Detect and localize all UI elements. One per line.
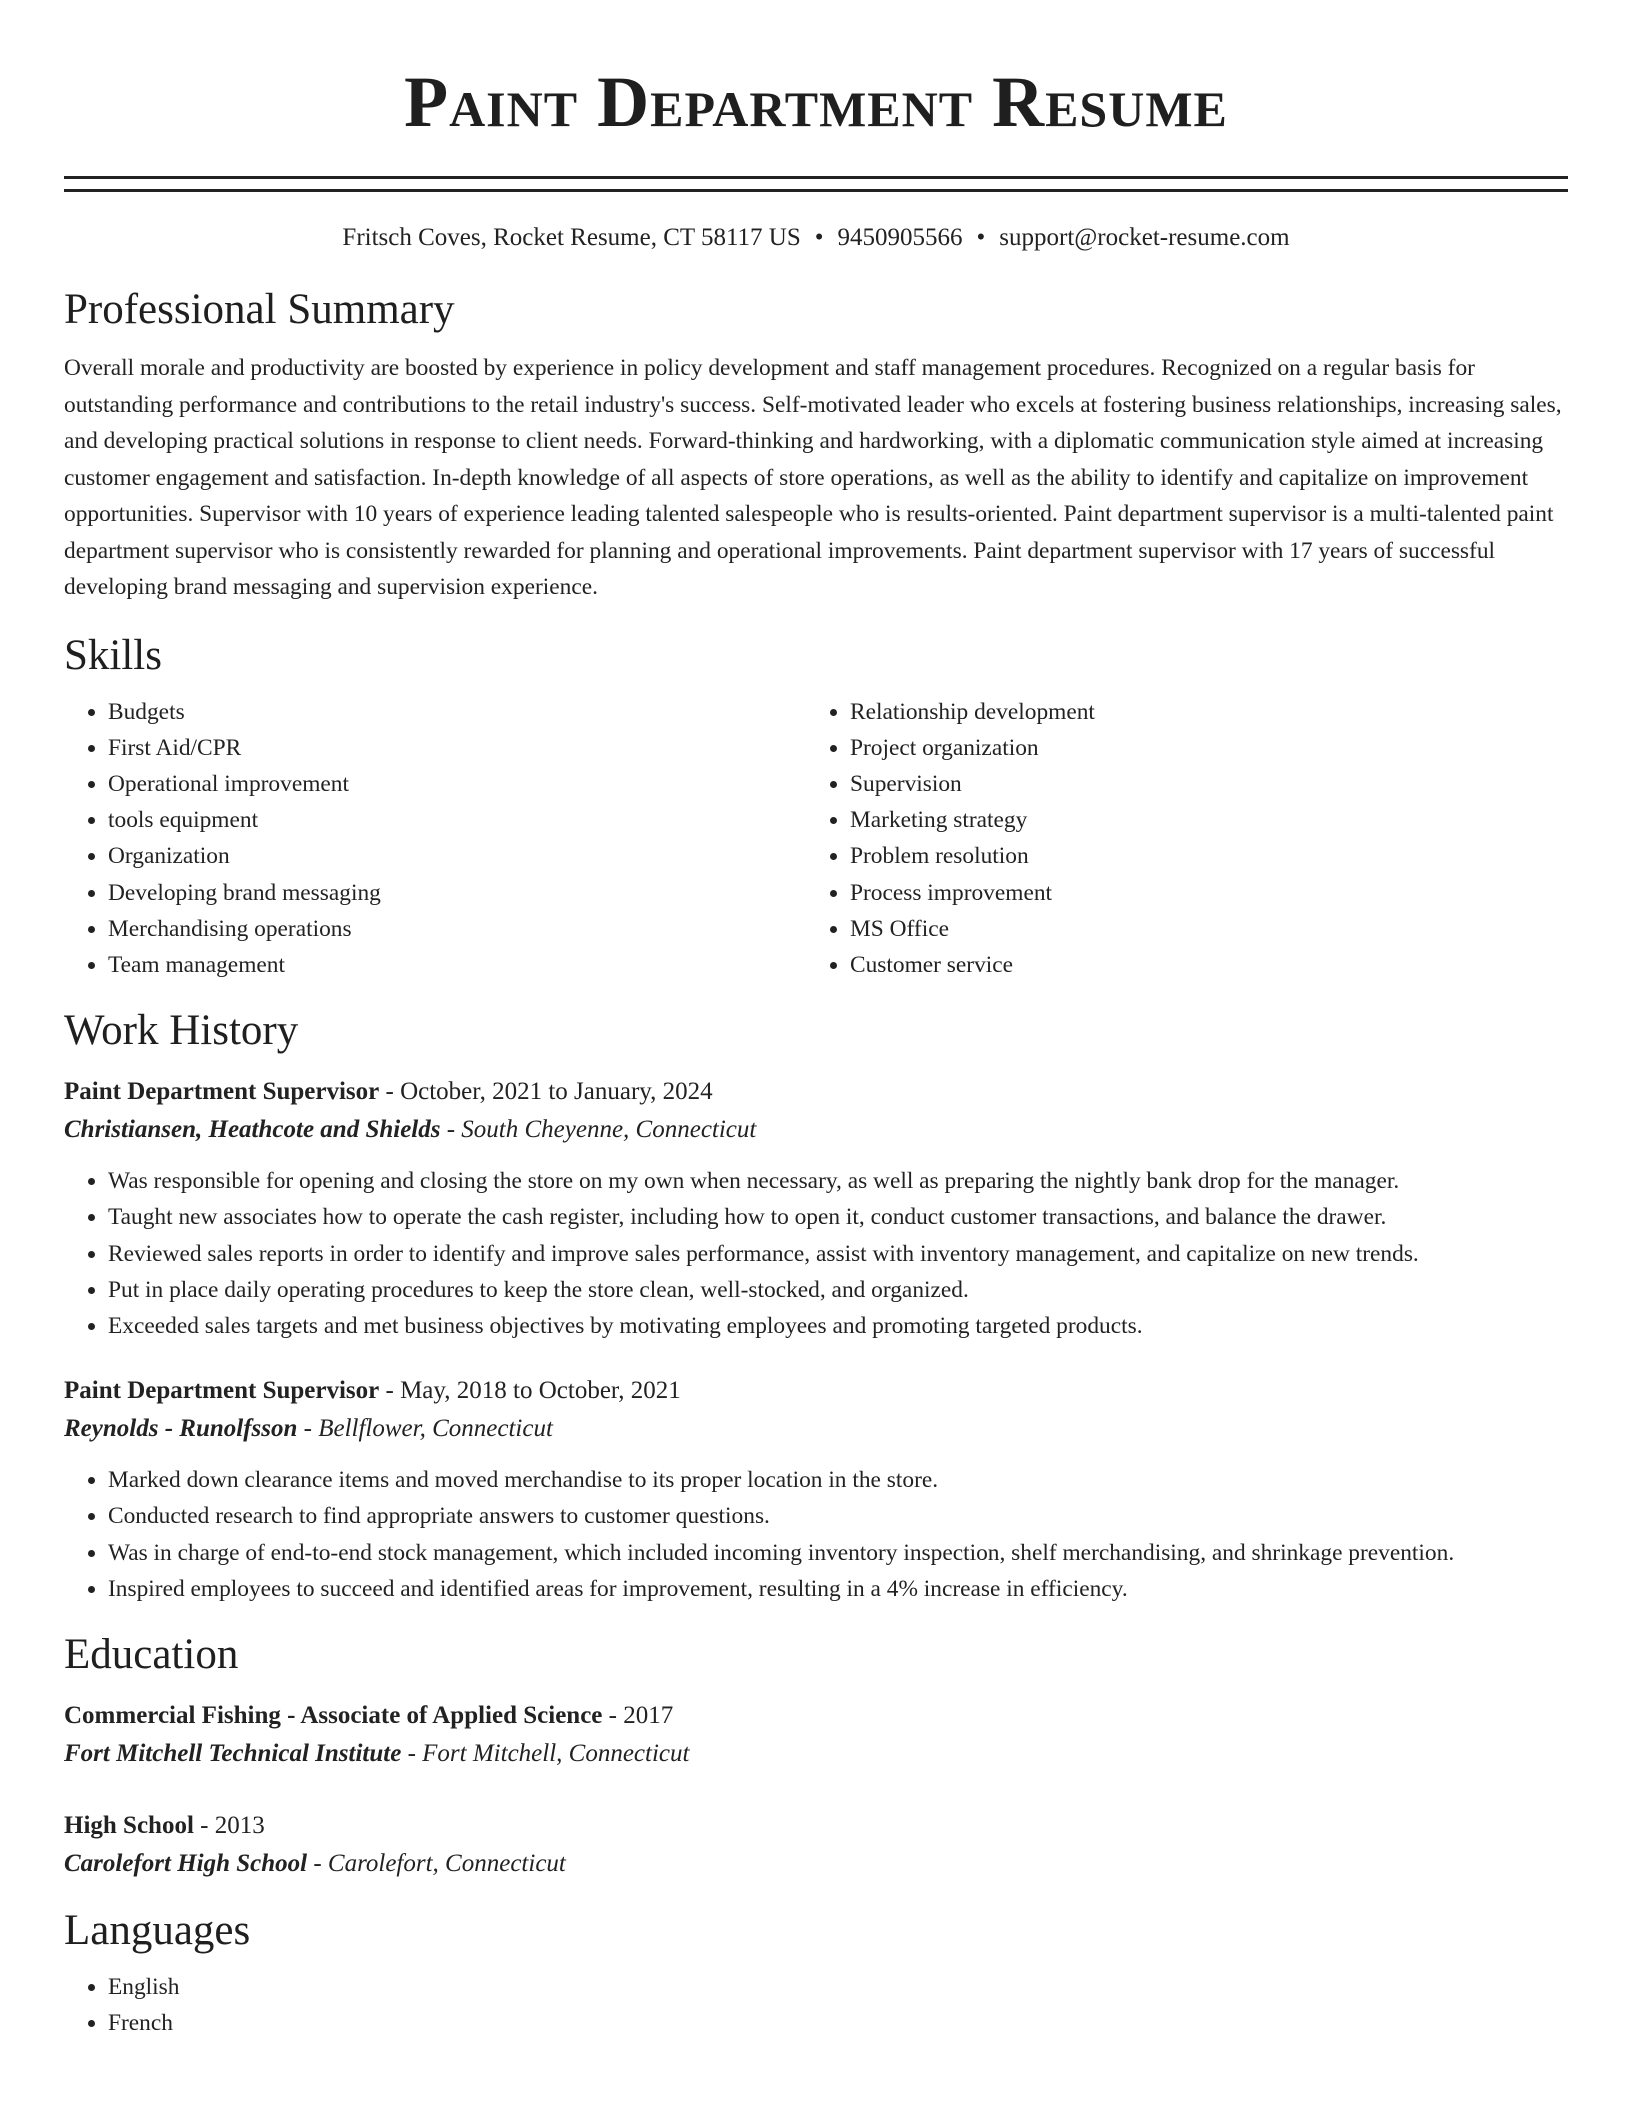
skills-column-left: [64, 694, 806, 984]
job-duty-item: • Marked down clearance items and moved merchandise to its proper location in the store.: [108, 1462, 1568, 1498]
education-year: - 2017: [602, 1701, 674, 1729]
education-year: - 2013: [193, 1811, 265, 1839]
job-duty-item: • Exceeded sales targets and met business objectives by motivating employees and promoting targeted products.: [108, 1308, 1568, 1344]
job-duty-item: • Inspired employees to succeed and identified areas for improvement, resulting in a 4% increase in efficiency.: [108, 1571, 1568, 1607]
skill-item: • Marketing strategy: [850, 802, 1548, 838]
job-entry: [64, 1073, 1568, 1344]
education-section: [64, 1625, 1568, 1883]
contact-separator: •: [976, 224, 986, 251]
skills-column-right: [806, 694, 1548, 984]
page-title: Paint Department Resume: [404, 62, 1228, 142]
job-company-line: [64, 1410, 1568, 1448]
education-degree-line: [64, 1807, 1568, 1845]
education-entry: [64, 1697, 1568, 1773]
education-location: - Fort Mitchell, Connecticut: [401, 1739, 690, 1767]
job-duties: [64, 1163, 1568, 1344]
education-school: Carolefort High School: [64, 1849, 308, 1877]
skills-grid: [64, 694, 1568, 984]
skills-section: [64, 626, 1568, 984]
skill-item: • Customer service: [850, 947, 1548, 983]
job-company: Christiansen, Heathcote and Shields: [64, 1116, 441, 1144]
skills-heading: Skills: [64, 631, 162, 679]
education-degree: High School: [64, 1811, 194, 1839]
job-header: [64, 1372, 1568, 1410]
skill-item: • Merchandising operations: [108, 911, 806, 947]
job-duty-item: • Taught new associates how to operate the cash register, including how to open it, conduct customer transactions, and balance the drawer.: [108, 1199, 1568, 1235]
language-item: • English: [108, 1969, 1568, 2005]
skill-item: • Supervision: [850, 766, 1548, 802]
skill-item: • Operational improvement: [108, 766, 806, 802]
skill-item: • Budgets: [108, 694, 806, 730]
contact-line: [64, 220, 1568, 256]
education-location: - Carolefort, Connecticut: [307, 1849, 566, 1877]
skill-item: • Organization: [108, 838, 806, 874]
skill-item: • Team management: [108, 947, 806, 983]
work-history-heading: Work History: [64, 1007, 299, 1055]
education-degree: Commercial Fishing - Associate of Applied Science: [64, 1701, 603, 1729]
skill-item: • Process improvement: [850, 875, 1548, 911]
summary-section: [64, 280, 1568, 606]
job-company: Reynolds - Runolfsson: [64, 1415, 298, 1443]
work-history-section: [64, 1001, 1568, 1607]
job-location: - Bellflower, Connecticut: [297, 1415, 553, 1443]
title-divider: [64, 176, 1568, 192]
skill-item: • MS Office: [850, 911, 1548, 947]
job-duty-item: • Put in place daily operating procedures to keep the store clean, well-stocked, and organized.: [108, 1272, 1568, 1308]
languages-heading: Languages: [64, 1906, 251, 1954]
job-company-line: [64, 1111, 1568, 1149]
education-school: Fort Mitchell Technical Institute: [64, 1739, 402, 1767]
job-duties: [64, 1462, 1568, 1607]
skills-list-left: [64, 694, 806, 984]
job-location: - South Cheyenne, Connecticut: [440, 1116, 757, 1144]
education-entry: [64, 1807, 1568, 1883]
contact-address: Fritsch Coves, Rocket Resume, CT 58117 US: [342, 224, 801, 251]
job-title: Paint Department Supervisor: [64, 1377, 380, 1405]
summary-text: Overall morale and productivity are boosted by experience in policy development and staff management procedures. Recognized on a regular basis for outstanding performance and contributions to the retail industry's success. Self-motivated leader who excels at fostering business relationships, increasing sales, and developing practical solutions in response to client needs. Forward-thinking and hardworking, with a diplomatic communication style aimed at increasing customer engagement and satisfaction. In-depth knowledge of all aspects of store operations, as well as the ability to identify and capitalize on improvement opportunities. Supervisor with 10 years of experience leading talented salespeople who is results-oriented. Paint department supervisor is a multi-talented paint department supervisor who is consistently rewarded for planning and operational improvements. Paint department supervisor with 17 years of successful developing brand messaging and supervision experience.: [64, 355, 1562, 600]
skill-item: • Project organization: [850, 730, 1548, 766]
education-degree-line: [64, 1697, 1568, 1735]
job-dates: - May, 2018 to October, 2021: [379, 1377, 681, 1405]
contact-separator: •: [814, 224, 824, 251]
job-duty-item: • Reviewed sales reports in order to identify and improve sales performance, assist with inventory management, and capitalize on new trends.: [108, 1236, 1568, 1272]
skill-item: • Problem resolution: [850, 838, 1548, 874]
job-duty-item: • Was in charge of end-to-end stock management, which included incoming inventory inspection, shelf merchandising, and shrinkage prevention.: [108, 1535, 1568, 1571]
education-heading: Education: [64, 1630, 239, 1678]
job-entry: [64, 1372, 1568, 1607]
language-item: • French: [108, 2005, 1568, 2041]
job-dates: - October, 2021 to January, 2024: [379, 1078, 713, 1106]
contact-email: support@rocket-resume.com: [999, 224, 1290, 251]
education-school-line: [64, 1735, 1568, 1773]
skill-item: • Developing brand messaging: [108, 875, 806, 911]
skill-item: • tools equipment: [108, 802, 806, 838]
job-title: Paint Department Supervisor: [64, 1078, 380, 1106]
education-school-line: [64, 1845, 1568, 1883]
skill-item: • Relationship development: [850, 694, 1548, 730]
contact-phone: 9450905566: [837, 224, 963, 251]
job-duty-item: • Was responsible for opening and closing the store on my own when necessary, as well as preparing the nightly bank drop for the manager.: [108, 1163, 1568, 1199]
job-duty-item: • Conducted research to find appropriate answers to customer questions.: [108, 1498, 1568, 1534]
job-header: [64, 1073, 1568, 1111]
skills-list-right: [806, 694, 1548, 984]
languages-list: [64, 1969, 1568, 2041]
summary-heading: Professional Summary: [64, 286, 455, 333]
skill-item: • First Aid/CPR: [108, 730, 806, 766]
languages-section: [64, 1901, 1568, 2041]
